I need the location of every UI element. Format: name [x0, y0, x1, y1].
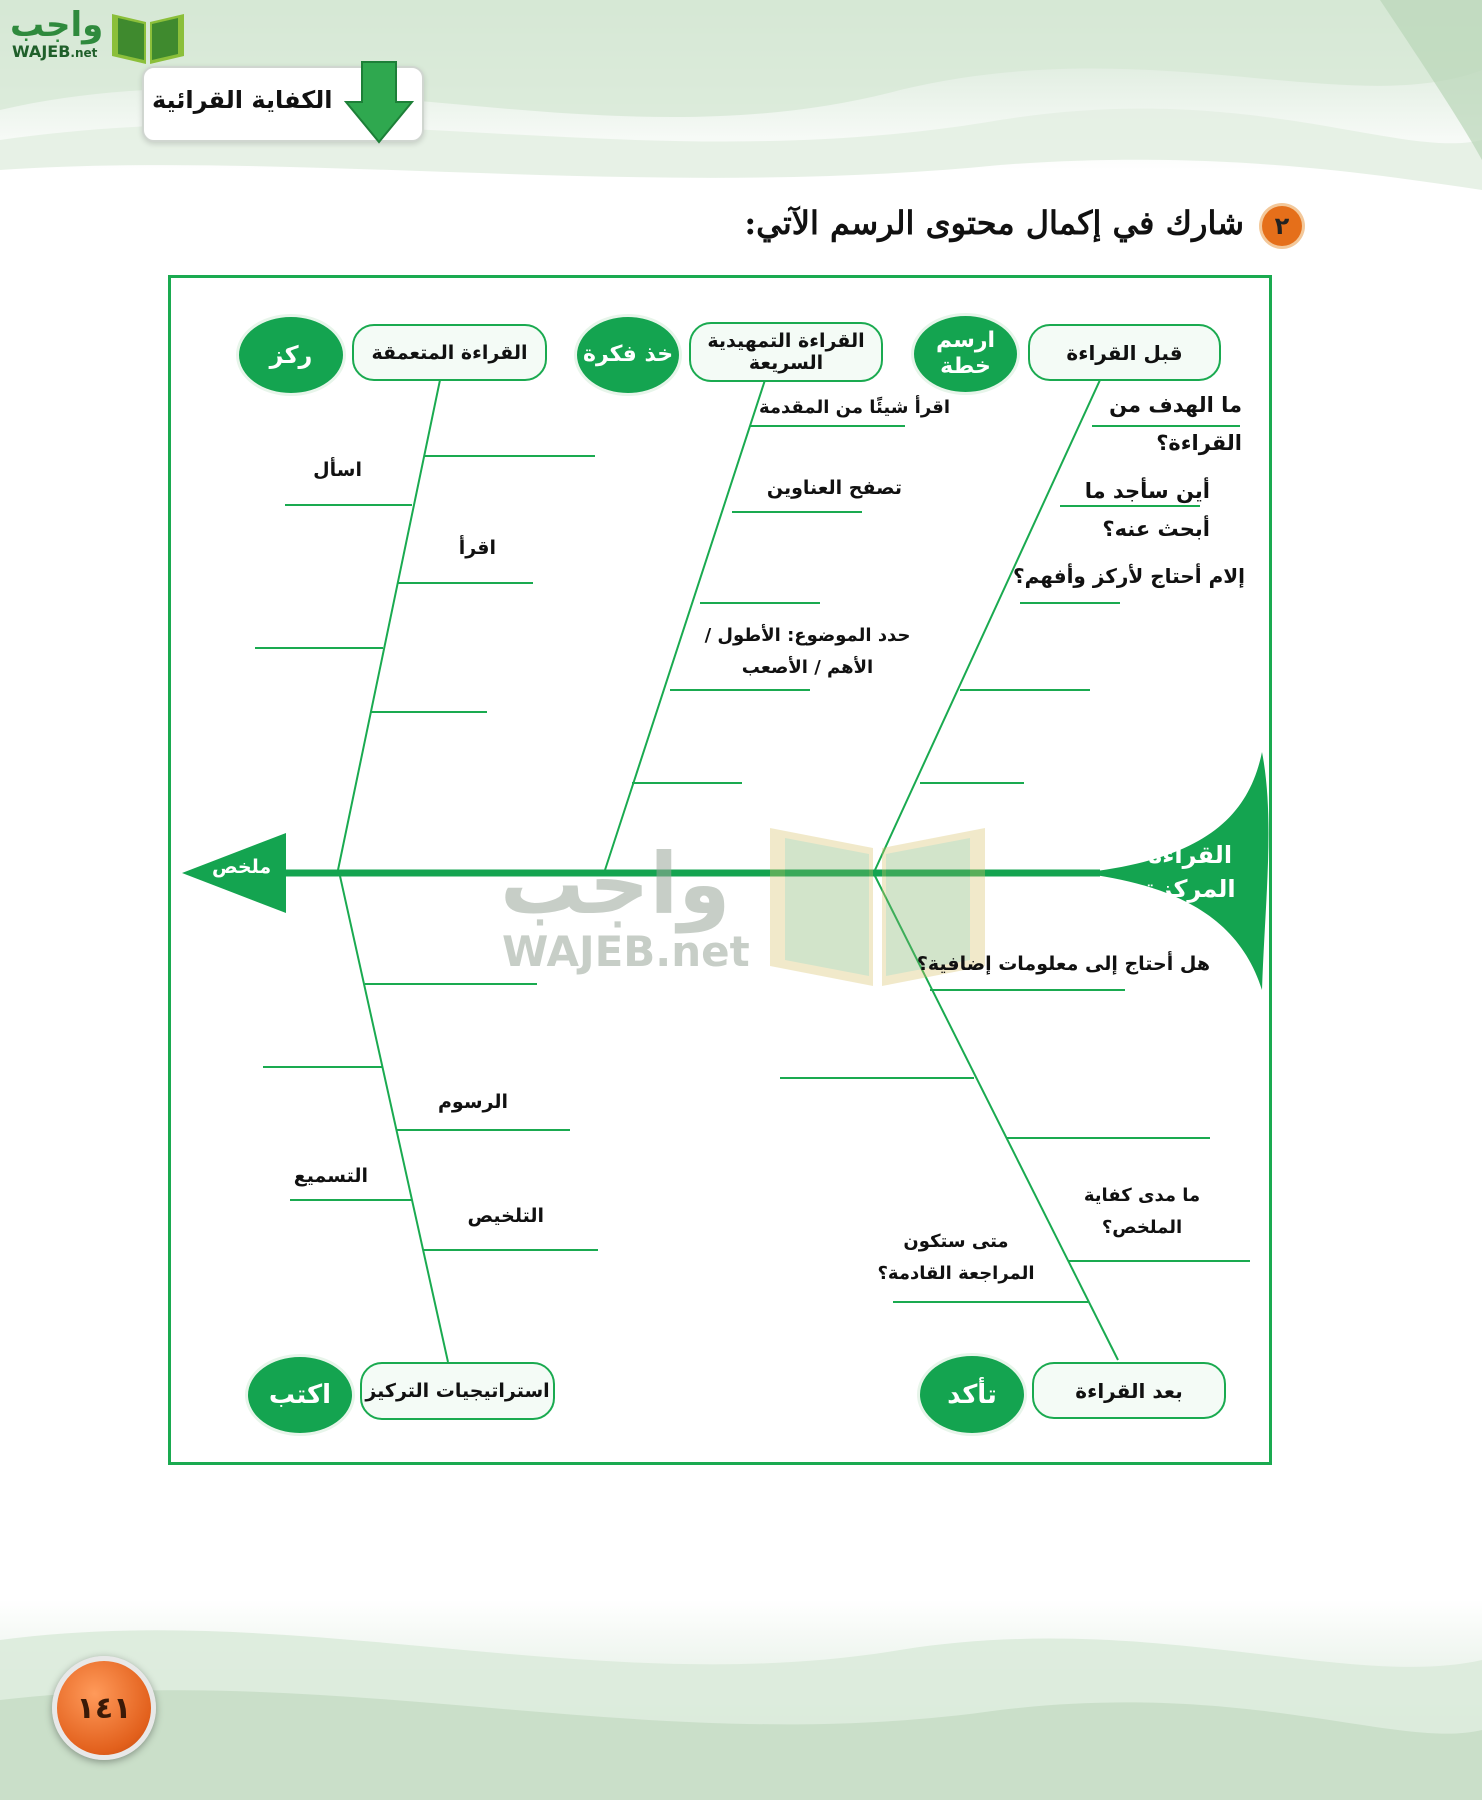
- oval-get-idea: خذ فكرة: [574, 314, 682, 396]
- pill-before-reading: قبل القراءة: [1028, 324, 1221, 381]
- logo-arabic: واجب: [10, 5, 104, 45]
- label-define-topic: حدد الموضوع: الأطول / الأهم / الأصعب: [704, 625, 911, 678]
- question-number: ٢: [1262, 206, 1302, 246]
- label-where-to-find: أين سأجد ما أبحث عنه؟: [1084, 479, 1210, 541]
- label-summarizing: التلخيص: [467, 1205, 544, 1227]
- pill-deep-reading: القراءة المتعمقة: [352, 324, 547, 381]
- label-reading-goal: ما الهدف من القراءة؟: [1109, 393, 1242, 455]
- watermark-latin: WAJEB.net: [502, 927, 750, 976]
- label-what-i-need: إلام أحتاج لأركز وأفهم؟: [1012, 564, 1245, 588]
- label-ask: اسأل: [313, 459, 362, 481]
- logo-latin: WAJEB.net: [12, 42, 98, 61]
- page-number: ١٤١: [52, 1656, 156, 1760]
- oval-verify: تأكد: [917, 1353, 1027, 1436]
- label-recitation: التسميع: [293, 1165, 368, 1187]
- label-drawings: الرسوم: [438, 1091, 508, 1113]
- pill-after-reading: بعد القراءة: [1032, 1362, 1226, 1419]
- label-summary-sufficiency: ما مدى كفاية الملخص؟: [1083, 1185, 1201, 1238]
- question-text: شارك في إكمال محتوى الرسم الآتي:: [744, 204, 1244, 242]
- fish-tail-label: ملخص: [212, 856, 272, 878]
- pill-skim-reading: القراءة التمهيدية السريعة: [689, 322, 883, 382]
- label-next-review: متى ستكون المراجعة القادمة؟: [877, 1231, 1035, 1284]
- oval-focus: ركز: [236, 314, 346, 396]
- pill-focus-strategies: استراتيجيات التركيز: [360, 1362, 555, 1420]
- label-need-more-info: هل أحتاج إلى معلومات إضافية؟: [916, 953, 1210, 975]
- oval-write: اكتب: [245, 1354, 355, 1436]
- section-title: الكفاية القرائية: [152, 86, 333, 114]
- label-read: اقرأ: [458, 537, 496, 559]
- watermark-arabic: واجب: [500, 835, 731, 933]
- oval-make-plan: ارسم خطة: [911, 313, 1020, 395]
- fish-head-label: القراءة المركزة: [1144, 841, 1236, 903]
- label-browse-headings: تصفح العناوين: [766, 477, 902, 499]
- label-read-intro: اقرأ شيئًا من المقدمة: [758, 397, 950, 418]
